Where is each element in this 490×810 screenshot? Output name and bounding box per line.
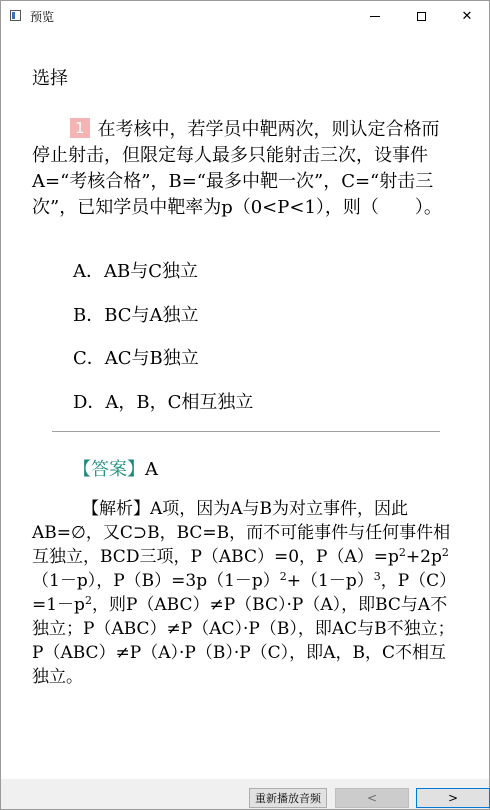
maximize-icon: [417, 12, 426, 21]
bottom-toolbar: [1, 779, 489, 809]
section-title: 选择: [32, 68, 68, 89]
chevron-right-icon: >: [447, 791, 459, 805]
answer-label: 【答案】: [73, 459, 145, 480]
previous-button[interactable]: [335, 788, 409, 808]
close-icon: ✕: [461, 8, 473, 24]
next-button[interactable]: [416, 788, 490, 808]
answer-value: A: [145, 459, 158, 480]
minimize-button[interactable]: [352, 1, 398, 31]
analysis-text-6: ，则P（ABC）≠P（BC）·P（A），即BC与A不独立；P（ABC）≠P（AC）·P（B），即AC与B不独立；P（ABC）≠P（A）·P（B）·P（C），即A，B，C不相互独立。: [32, 595, 455, 687]
title-bar[interactable]: [1, 1, 489, 31]
analysis-label: 【解析】: [82, 499, 150, 519]
exponent: 2: [398, 546, 406, 559]
analysis-text-3: （1－p），P（B）=3p（1－p）: [32, 571, 280, 591]
analysis-text-2: +2p: [405, 547, 442, 567]
answer-line: [73, 455, 158, 481]
replay-audio-button[interactable]: 重新播放音频: [249, 788, 327, 808]
question-text-block: [32, 117, 452, 221]
question-stem: 在考核中，若学员中靶两次，则认定合格而停止射击，但限定每人最多只能射击三次，设事件A=“考核合格”，B=“最多中靶一次”，C=“射击三次”，已知学员中靶率为p（0<P<1），则（ ）。: [32, 119, 442, 218]
exponent: 2: [84, 594, 92, 607]
divider: [52, 431, 440, 432]
option-d[interactable]: D．A，B，C相互独立: [73, 392, 254, 413]
maximize-button[interactable]: [398, 1, 444, 31]
exponent: 2: [441, 546, 449, 559]
content-area[interactable]: [1, 31, 489, 779]
minimize-icon: [370, 16, 380, 17]
option-b[interactable]: B．BC与A独立: [73, 305, 199, 326]
analysis-block: [32, 497, 457, 689]
analysis-text-1: A项，因为A与B为对立事件，因此AB=∅，又C⊃B，BC=B，而不可能事件与任何事件相互独立，BCD三项，P（ABC）=0，P（A）=p: [32, 499, 451, 567]
question-number-badge: 1: [70, 118, 90, 138]
app-icon: [10, 10, 21, 21]
analysis-text-4: +（1－p）: [286, 571, 374, 591]
close-button[interactable]: [444, 1, 490, 31]
exponent: 2: [279, 570, 287, 583]
window-title: 预览: [30, 10, 55, 24]
option-a[interactable]: A．AB与C独立: [73, 261, 198, 282]
analysis-text-5: ，P（C）=1－p: [32, 571, 457, 615]
chevron-left-icon: <: [366, 791, 378, 805]
exponent: 3: [373, 570, 381, 583]
option-c[interactable]: C．AC与B独立: [73, 348, 199, 369]
